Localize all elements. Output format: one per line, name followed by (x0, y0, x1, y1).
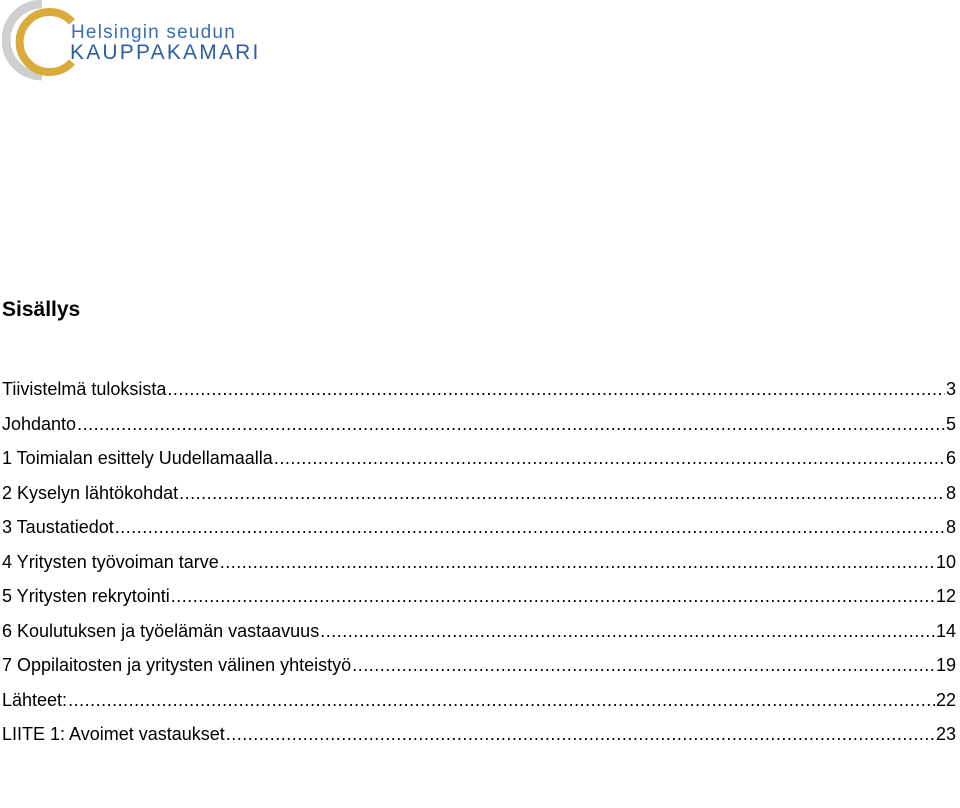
toc-entry[interactable] (2, 545, 956, 580)
toc-entry-label: 4 Yritysten työvoiman tarve (2, 551, 219, 572)
logo-text-line1: Helsingin seudun (71, 22, 236, 43)
toc-dot-leader (171, 579, 935, 614)
toc-entry[interactable] (2, 579, 956, 614)
toc-entry-label: 6 Koulutuksen ja työelämän vastaavuus (2, 620, 320, 641)
toc-dot-leader (115, 510, 945, 545)
toc-entry[interactable] (2, 683, 956, 718)
toc-dot-leader (167, 372, 945, 407)
toc-entry-page: 5 (945, 413, 956, 434)
toc-entry[interactable] (2, 648, 956, 683)
toc-entry-label: Tiivistelmä tuloksista (2, 379, 167, 399)
toc-entry-page: 12 (935, 586, 956, 606)
toc-dot-leader (179, 476, 945, 511)
toc-entry-label: 3 Taustatiedot (2, 517, 114, 537)
toc-dot-leader (226, 717, 935, 752)
toc-entry[interactable] (2, 407, 956, 442)
toc-entry-label: LIITE 1: Avoimet vastaukset (2, 724, 225, 744)
toc-entry[interactable] (2, 476, 956, 511)
toc-entry-page: 8 (945, 482, 956, 503)
toc-entry-label: 5 Yritysten rekrytointi (2, 586, 170, 606)
toc-entry-label: Johdanto (2, 413, 77, 434)
toc-entry[interactable] (2, 441, 956, 476)
toc-dot-leader (274, 441, 945, 476)
chamber-logo (2, 0, 282, 82)
toc-dot-leader (320, 614, 935, 649)
toc-title: Sisällys (2, 298, 81, 321)
toc-entry-page: 19 (935, 655, 956, 675)
toc-dot-leader (220, 545, 935, 580)
toc-entry-page: 8 (945, 517, 956, 537)
toc-entry-label: 1 Toimialan esittely Uudellamaalla (2, 448, 273, 468)
toc-entry[interactable] (2, 717, 956, 752)
toc-entry-page: 23 (935, 724, 956, 744)
table-of-contents (2, 372, 956, 752)
toc-entry[interactable] (2, 372, 956, 407)
toc-dot-leader (352, 648, 935, 683)
toc-entry-page: 3 (945, 379, 956, 399)
toc-dot-leader (77, 407, 945, 442)
toc-entry-page: 22 (935, 689, 956, 710)
toc-entry-label: 2 Kyselyn lähtökohdat (2, 482, 179, 503)
toc-entry[interactable] (2, 614, 956, 649)
toc-dot-leader (68, 683, 935, 718)
toc-entry-page: 14 (935, 620, 956, 641)
toc-entry-page: 10 (935, 551, 956, 572)
toc-entry-page: 6 (945, 448, 956, 468)
logo-text-line2: KAUPPAKAMARI (70, 41, 261, 64)
toc-entry[interactable] (2, 510, 956, 545)
toc-entry-label: 7 Oppilaitosten ja yritysten välinen yhteistyö (2, 655, 352, 675)
toc-entry-label: Lähteet: (2, 689, 68, 710)
